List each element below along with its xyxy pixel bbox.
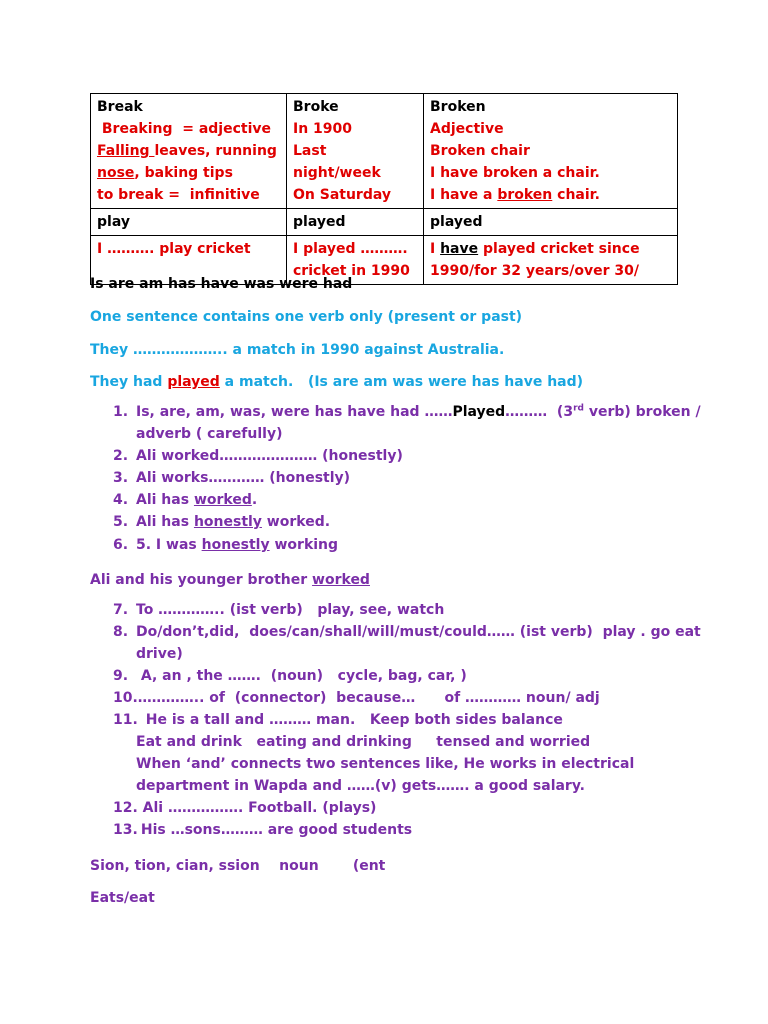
list-text-part: .	[251, 492, 258, 508]
list-text-part: Ali has	[136, 492, 194, 508]
cell-line: I have broken a chair.	[430, 165, 600, 181]
list-text: Eat and drink eating and drinking tensed and worried	[136, 734, 591, 750]
underlined-word: played	[167, 374, 220, 390]
line-text: They had	[90, 374, 168, 390]
list-text: department in Wapda and ……(v) gets……. a good salary.	[136, 778, 585, 794]
line-text: Ali and his younger brother	[90, 572, 313, 588]
list-text: Do/don’t,did, does/can/shall/will/must/could…… (ist verb) play . go eat	[136, 624, 701, 640]
text-line: Is are am has have was were had	[90, 276, 353, 292]
list-text-part: Played	[452, 404, 506, 420]
list-text	[136, 514, 330, 530]
list-text	[136, 404, 701, 420]
cell-line	[430, 238, 671, 260]
table-row	[91, 94, 678, 209]
list-number: 11.	[113, 712, 138, 728]
list-text: Ali works………… (honestly)	[136, 470, 351, 486]
list-text: drive)	[136, 646, 183, 662]
superscript: rd	[573, 403, 584, 414]
list-number: 8.	[113, 624, 129, 640]
cell-line	[97, 140, 280, 162]
cell-line: Adjective	[430, 121, 504, 137]
list-text: To ………….. (ist verb) play, see, watch	[136, 602, 445, 618]
cell-line: In 1900	[293, 121, 353, 137]
cell-text: leaves, running	[154, 143, 277, 159]
list-text: Ali worked………………… (honestly)	[136, 448, 403, 464]
underlined-word: have	[440, 241, 479, 257]
cell-line: to break = infinitive	[97, 187, 260, 203]
list-text: A, an , the ……. (noun) cycle, bag, car, )	[136, 668, 467, 684]
list-number: 7.	[113, 602, 129, 618]
list-number: 9.	[113, 668, 129, 684]
verb-forms-table	[90, 93, 678, 285]
table-cell	[91, 94, 287, 209]
table-cell	[424, 236, 678, 285]
cell-line: I played ……….	[293, 241, 408, 257]
cell-text: , baking tips	[134, 165, 233, 181]
list-item: 10.………….. of (connector) because… of ………… noun/ adj	[113, 690, 600, 706]
cell-text: I have a	[430, 187, 498, 203]
table-cell: played	[287, 209, 424, 236]
text-line	[90, 569, 370, 591]
table-cell	[287, 94, 424, 209]
list-text: His …sons……… are good students	[136, 822, 413, 838]
table-row	[91, 209, 678, 236]
table-cell: I ………. play cricket	[91, 236, 287, 285]
underlined-word: honestly	[193, 514, 262, 530]
text-line	[90, 371, 583, 393]
line-text: a match. (Is are am was were has have had)	[219, 374, 584, 390]
list-number: 5.	[113, 514, 129, 530]
table-cell	[424, 94, 678, 209]
cell-heading: Break	[97, 99, 143, 115]
cell-line: 1990/for 32 years/over 30/	[430, 263, 639, 279]
text-line: One sentence contains one verb only (present or past)	[90, 309, 523, 325]
cell-line: Last night/week	[293, 143, 381, 181]
underlined-word: broken	[497, 187, 553, 203]
list-text-part: verb) broken /	[583, 404, 701, 420]
cell-heading: Broke	[293, 99, 339, 115]
list-number: 1.	[113, 404, 129, 420]
underlined-word: nose	[97, 165, 135, 181]
list-number: 3.	[113, 470, 129, 486]
list-text: He is a tall and ……… man. Keep both sides balance	[136, 712, 563, 728]
list-text-part: worked.	[261, 514, 331, 530]
list-text-part: working	[269, 537, 339, 553]
cell-text: played cricket since	[478, 241, 640, 257]
cell-text: chair.	[552, 187, 600, 203]
text-line: Eats/eat	[90, 890, 155, 906]
cell-line	[97, 162, 280, 184]
list-text-part: Ali has	[136, 514, 194, 530]
list-number: 2.	[113, 448, 129, 464]
underlined-word: honestly	[201, 537, 270, 553]
cell-line	[430, 184, 671, 206]
list-text	[136, 492, 257, 508]
list-number: 6.	[113, 537, 129, 553]
list-text: adverb ( carefully)	[136, 426, 283, 442]
cell-line: cricket in 1990	[293, 263, 410, 279]
list-text	[136, 537, 338, 553]
cell-line: On Saturday	[293, 187, 391, 203]
list-text: When ‘and’ connects two sentences like, He works in electrical	[136, 756, 635, 772]
text-line: They ……………….. a match in 1990 against Australia.	[90, 342, 505, 358]
list-number: 4.	[113, 492, 129, 508]
list-number: 13.	[113, 822, 138, 838]
list-item: 12. Ali ……………. Football. (plays)	[113, 800, 377, 816]
text-line: Sion, tion, cian, ssion noun (ent	[90, 858, 386, 874]
table-cell: play	[91, 209, 287, 236]
cell-line: Broken chair	[430, 143, 530, 159]
underlined-word: worked	[312, 572, 370, 588]
list-text-part: ……… (3	[505, 404, 574, 420]
underlined-word: worked	[193, 492, 252, 508]
cell-heading: Broken	[430, 99, 486, 115]
underlined-word: Falling	[97, 143, 155, 159]
table-cell: played	[424, 209, 678, 236]
cell-text: I	[430, 241, 441, 257]
cell-line: Breaking = adjective	[97, 121, 272, 137]
list-text-part: 5. I was	[136, 537, 202, 553]
list-text-part: Is, are, am, was, were has have had ……	[136, 404, 453, 420]
